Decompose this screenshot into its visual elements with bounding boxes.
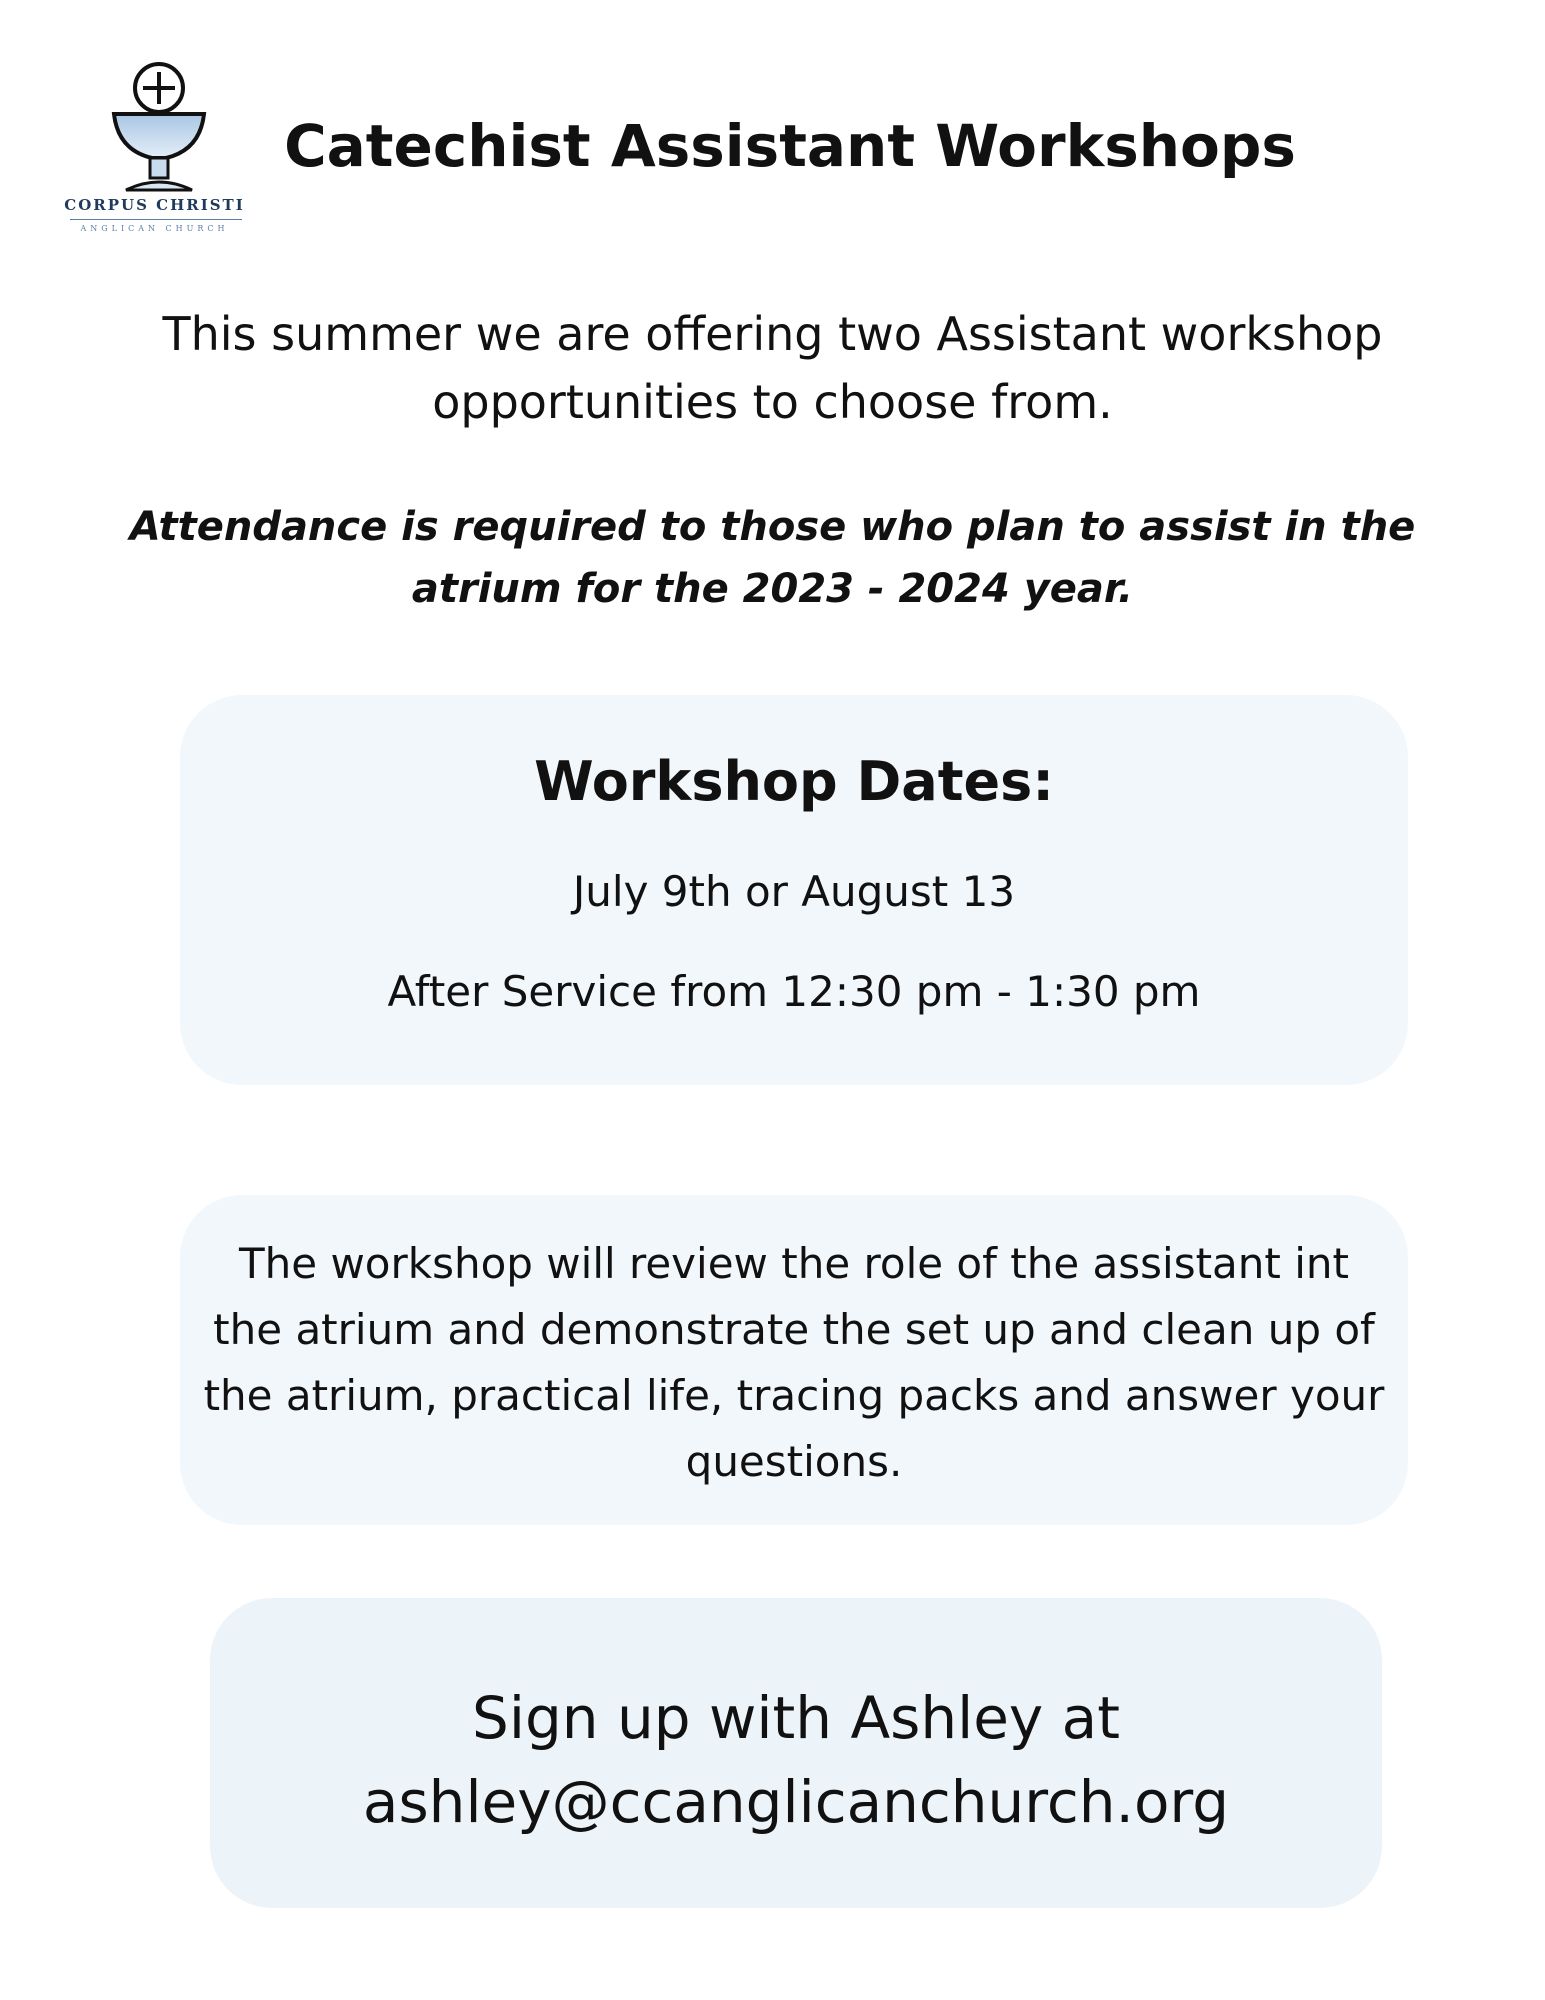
workshop-dates-heading: Workshop Dates: (534, 750, 1054, 813)
logo-name: CORPUS CHRISTI (64, 196, 245, 214)
signup-line: Sign up with Ashley at (472, 1684, 1120, 1752)
signup-email: ashley@ccanglicanchurch.org (362, 1768, 1230, 1836)
signup-text (210, 1676, 1382, 1844)
workshop-description-card (180, 1195, 1408, 1525)
workshop-dates: July 9th or August 13 (572, 867, 1016, 916)
workshop-time: After Service from 12:30 pm - 1:30 pm (387, 967, 1201, 1016)
workshop-dates-card (180, 695, 1408, 1085)
chalice-cross-icon (62, 58, 247, 198)
page-title: Catechist Assistant Workshops (284, 112, 1296, 180)
workshop-description: The workshop will review the role of the assistant int the atrium and demonstrate the set up and clean up of the atrium, practical life, tracing packs and answer your questions. (203, 1239, 1385, 1486)
church-logo (62, 58, 262, 238)
signup-card (210, 1598, 1382, 1908)
intro-text: This summer we are offering two Assistant workshop opportunities to choose from. (162, 307, 1383, 429)
attendance-notice: Attendance is required to those who plan to assist in the atrium for the 2023 - 2024 year. (129, 504, 1416, 612)
logo-subtitle: ANGLICAN CHURCH (80, 224, 229, 233)
logo-divider (70, 219, 242, 220)
